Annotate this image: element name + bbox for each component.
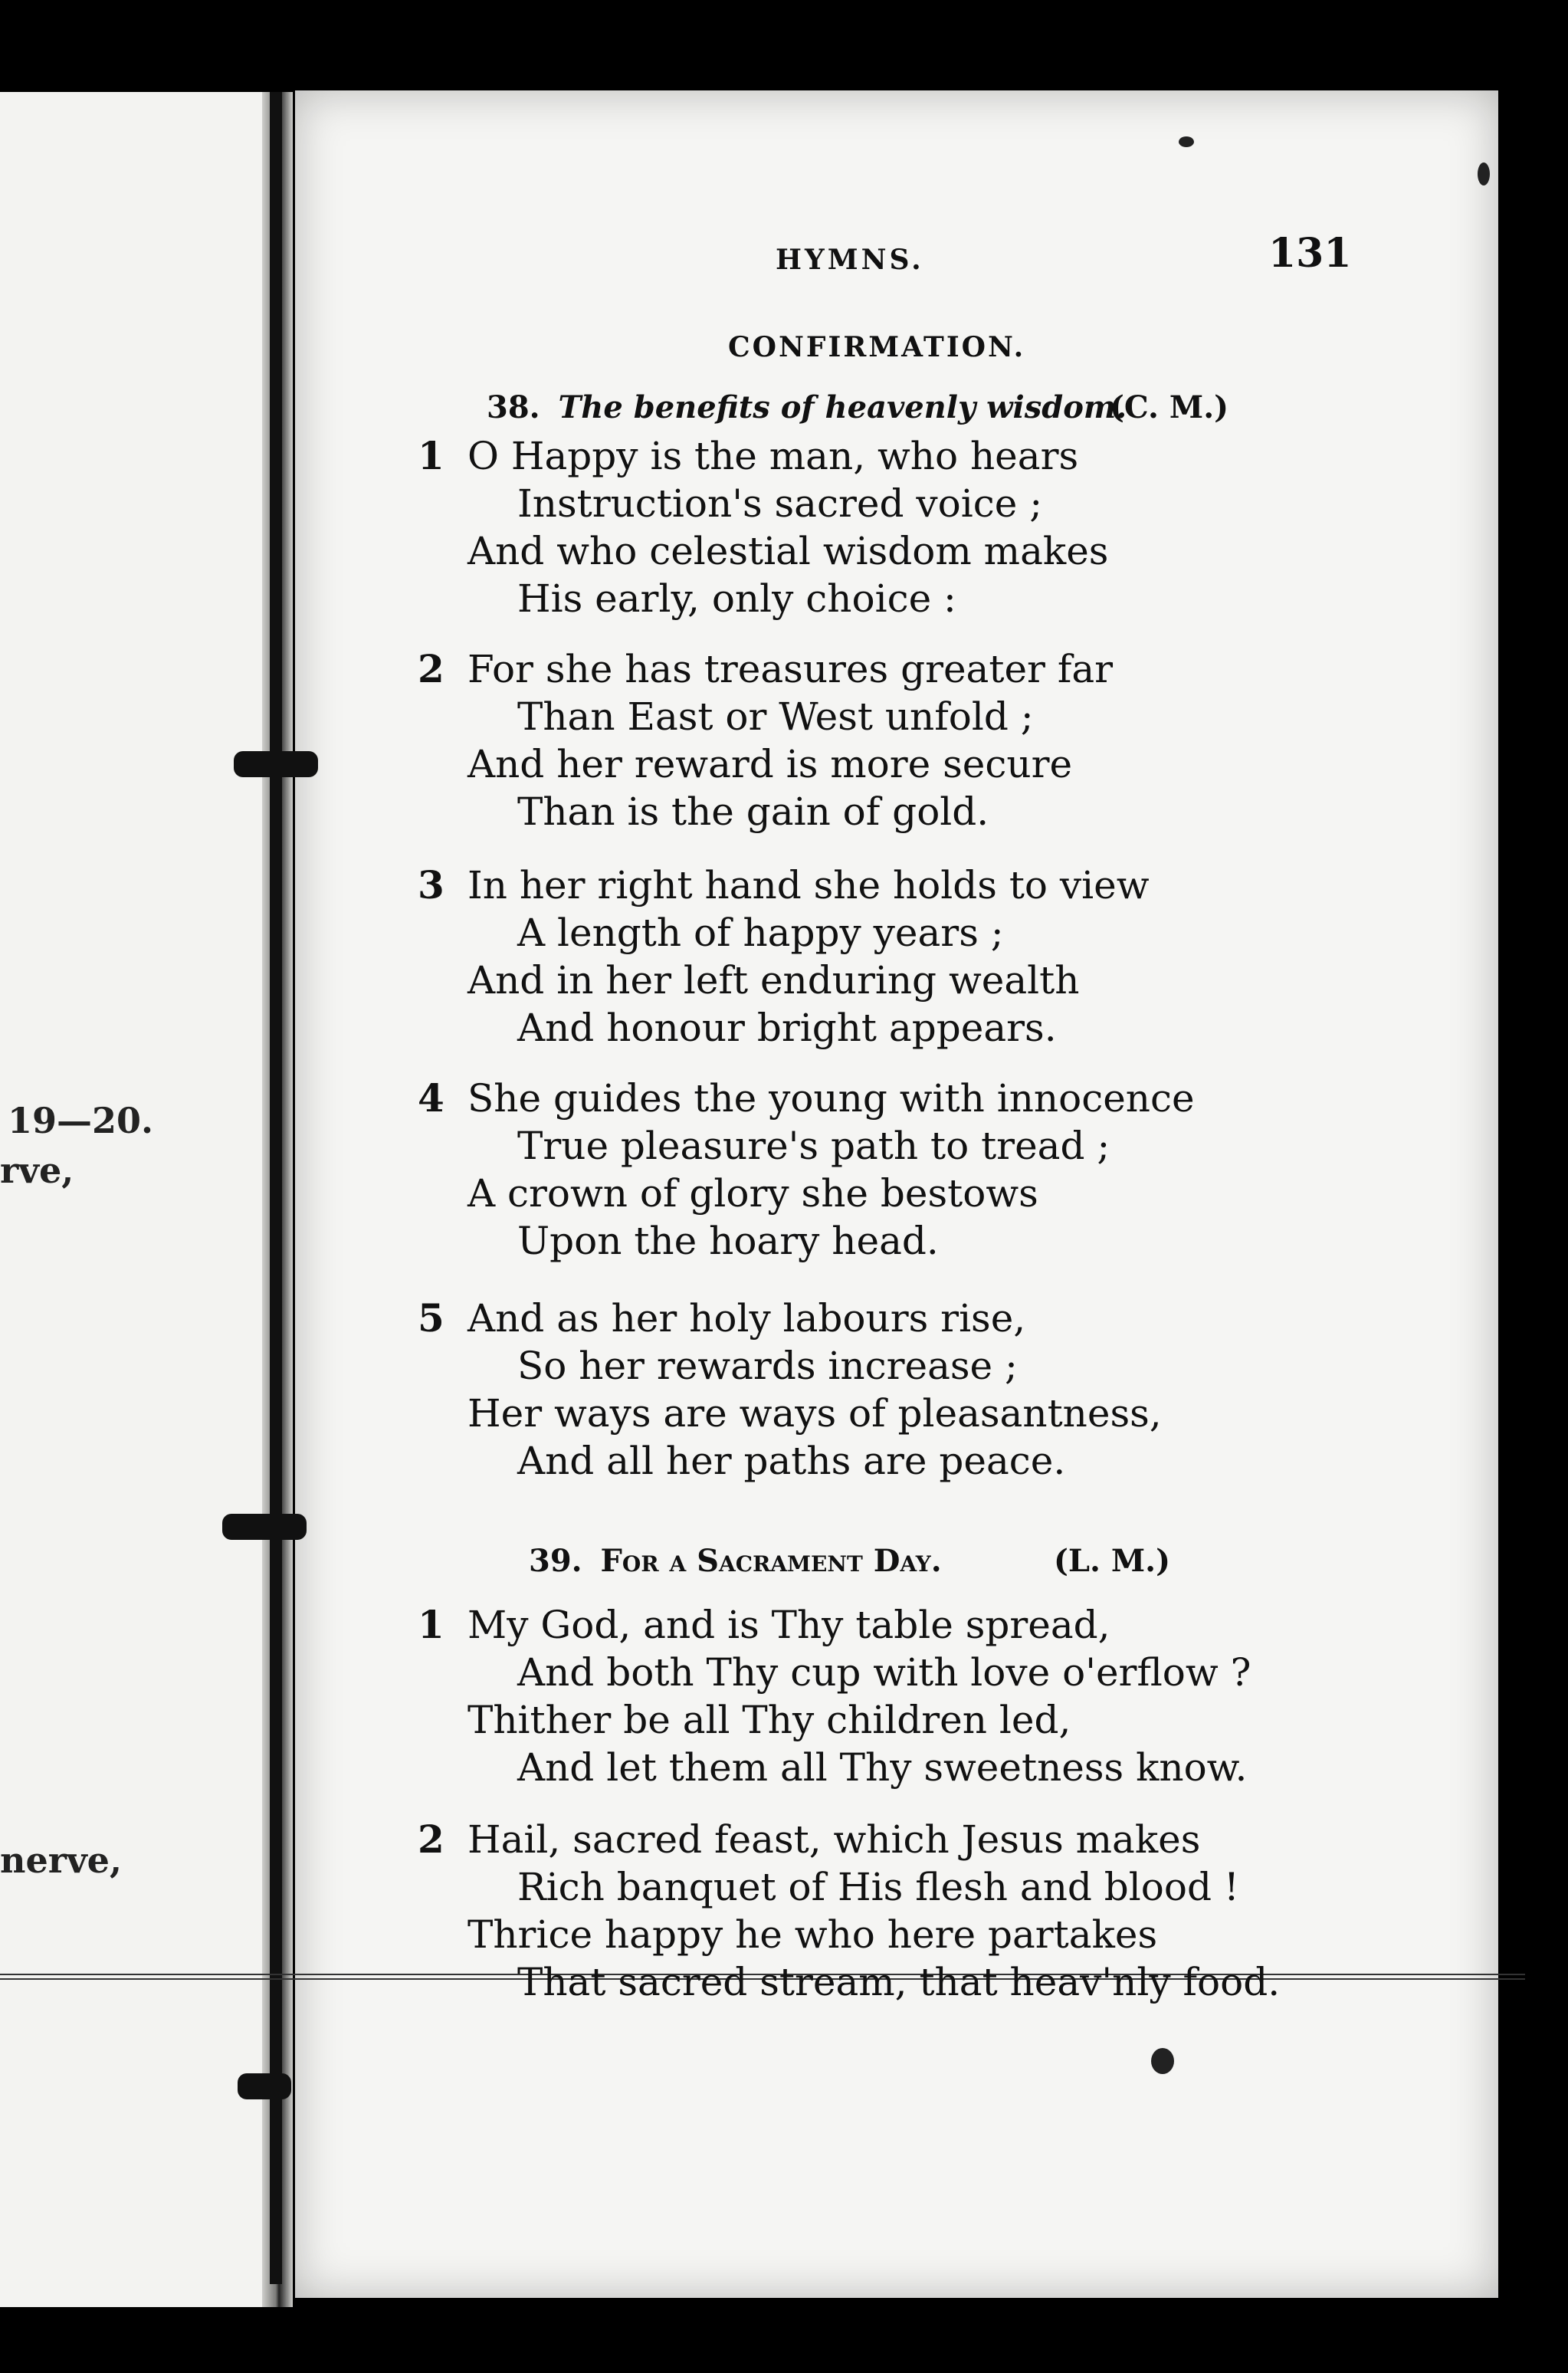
verse-line: Her ways are ways of pleasantness, — [467, 1391, 1162, 1436]
verse-line: A crown of glory she bestows — [467, 1171, 1038, 1216]
hymn-heading — [529, 1543, 942, 1579]
left-page-fragment: rve, — [0, 1150, 74, 1191]
hymn-number: 38. — [487, 389, 540, 425]
hymn-meter: (L. M.) — [1054, 1543, 1171, 1579]
binding-knot — [222, 1514, 307, 1540]
verse-line: Thither be all Thy children led, — [467, 1698, 1071, 1742]
ink-speck — [1478, 162, 1490, 185]
verse-number: 2 — [418, 646, 444, 691]
ink-speck — [1151, 2048, 1174, 2074]
binding-knot — [234, 751, 318, 777]
verse-line: And in her left enduring wealth — [467, 958, 1080, 1003]
page-number: 131 — [1268, 230, 1352, 277]
verse-line: For she has treasures greater far — [467, 647, 1114, 691]
verse-line: So her rewards increase ; — [517, 1344, 1018, 1388]
verse-line: A length of happy years ; — [517, 911, 1004, 955]
verse-number: 3 — [418, 862, 444, 908]
verse-line: His early, only choice : — [517, 576, 956, 621]
verse-line: O Happy is the man, who hears — [467, 434, 1079, 478]
verse-line: Hail, sacred feast, which Jesus makes — [467, 1817, 1201, 1862]
verse-number: 4 — [418, 1075, 444, 1121]
section-heading: CONFIRMATION. — [728, 331, 1026, 363]
verse-line: And as her holy labours rise, — [467, 1296, 1026, 1341]
verse-line: And both Thy cup with love o'erflow ? — [517, 1650, 1251, 1695]
verse-line: And all her paths are peace. — [517, 1439, 1066, 1483]
verse-line: She guides the young with innocence — [467, 1076, 1195, 1121]
left-page-range: 19—20. — [8, 1100, 154, 1141]
verse-number: 1 — [418, 433, 444, 478]
binding-knot — [238, 2073, 291, 2099]
hymn-title: For a Sacrament Day. — [600, 1543, 942, 1579]
verse-line: And who celestial wisdom makes — [467, 529, 1109, 573]
verse-line: Rich banquet of His flesh and blood ! — [517, 1865, 1239, 1909]
verse-number: 1 — [418, 1602, 444, 1647]
running-header: HYMNS. — [776, 244, 924, 276]
verse-line: And her reward is more secure — [467, 742, 1073, 786]
verse-line: My God, and is Thy table spread, — [467, 1603, 1110, 1647]
verse-line: Than is the gain of gold. — [517, 789, 989, 834]
hymn-number: 39. — [529, 1543, 582, 1579]
verse-line: Than East or West unfold ; — [517, 694, 1034, 739]
binding-thread — [270, 92, 282, 2284]
verse-number: 5 — [418, 1295, 444, 1341]
verse-line: Upon the hoary head. — [517, 1219, 939, 1263]
verse-line: Thrice happy he who here partakes — [467, 1912, 1158, 1957]
verse-line: And honour bright appears. — [517, 1006, 1057, 1050]
verse-line: That sacred stream, that heav'nly food. — [517, 1960, 1281, 2004]
hymn-meter: (C. M.) — [1110, 389, 1229, 425]
verse-line: True pleasure's path to tread ; — [517, 1124, 1110, 1168]
left-page-fragment: nerve, — [0, 1840, 122, 1881]
verse-number: 2 — [418, 1817, 444, 1862]
verse-line: And let them all Thy sweetness know. — [517, 1745, 1248, 1790]
ink-speck — [1179, 136, 1194, 147]
verse-line: In her right hand she holds to view — [467, 863, 1150, 908]
hymn-heading — [487, 389, 1127, 425]
hymn-title: The benefits of heavenly wisdom. — [558, 389, 1127, 425]
verse-line: Instruction's sacred voice ; — [517, 481, 1043, 526]
